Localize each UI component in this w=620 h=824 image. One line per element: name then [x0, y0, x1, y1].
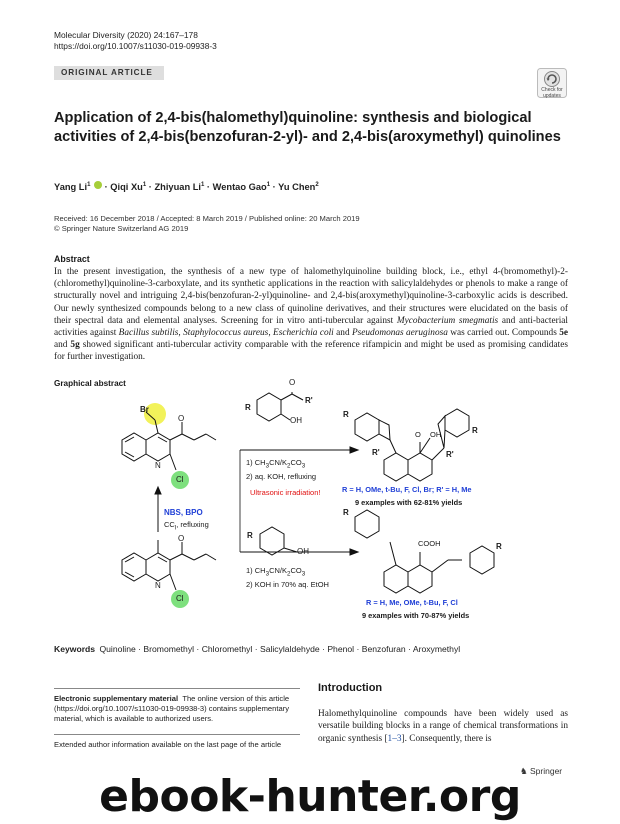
nbs-reagent	[164, 508, 203, 517]
abstract-segment: showed significant anti-tubercular activity comparable with the reference rifampicin and might be used as promising candidates for further investigation.	[54, 340, 569, 363]
abstract-species: Escherichia coli	[273, 328, 334, 339]
top-condition-1	[246, 458, 305, 470]
keywords	[54, 644, 574, 654]
watermark: ebook-hunter.org	[99, 771, 521, 822]
abstract-segment: was carried out. Compounds	[447, 328, 560, 339]
atom-oh-acid: OH	[430, 430, 442, 439]
footnote-divider-2	[54, 734, 300, 735]
nbs-solvent	[164, 520, 209, 532]
product2-quinoline-benzo	[384, 565, 408, 593]
keyword-item: Salicylaldehyde	[259, 644, 320, 654]
abstract-segment: ,	[178, 328, 184, 339]
aroxy-left-ring	[355, 510, 379, 538]
top-condition-2: 2) aq. KOH, refluxing	[246, 472, 317, 481]
keyword-item: Quinoline	[99, 644, 136, 654]
author-name[interactable]: Wentao Gao	[212, 182, 267, 192]
author-name[interactable]: Qiqi Xu	[110, 182, 143, 192]
keyword-separator: ·	[194, 644, 202, 654]
keyword-item: Chloromethyl	[201, 644, 253, 654]
abstract-segment: ,	[268, 328, 274, 339]
dates-line: Received: 16 December 2018 / Accepted: 8 March 2019 / Published online: 20 March 2019	[54, 214, 360, 223]
check-for-updates-caption	[532, 87, 572, 99]
salicylaldehyde-ring	[257, 393, 281, 421]
benzofuran-right-ring	[445, 409, 469, 437]
orcid-icon[interactable]	[94, 181, 102, 189]
group-rprime-product-2: R'	[446, 450, 454, 459]
cond-part: 1) CH	[246, 566, 266, 575]
solvent-suffix: , refluxing	[176, 520, 209, 529]
esm-label: Electronic supplementary material	[54, 694, 179, 703]
abstract-species: Pseudomonas aeruginosa	[351, 328, 448, 339]
atom-br: Br	[140, 405, 149, 414]
compound-label: 5e	[559, 328, 568, 339]
group-r-2: R	[247, 531, 253, 540]
badge-line-1: Check for	[541, 87, 563, 93]
citation-link[interactable]: 1–3	[387, 733, 402, 744]
atom-n-2: N	[155, 581, 161, 590]
solvent-text: CC	[164, 520, 175, 529]
cond-part: CO	[290, 458, 302, 467]
bottom-yield: 9 examples with 70-87% yields	[362, 611, 470, 620]
atom-cl-2: Cl	[176, 594, 184, 603]
author-affiliation: 1	[266, 181, 271, 188]
cooh-label: COOH	[418, 539, 441, 548]
introduction-text	[318, 708, 568, 745]
keyword-separator: ·	[354, 644, 362, 654]
group-r-product: R	[343, 410, 349, 419]
author-name[interactable]: Yang Li	[54, 182, 88, 192]
group-r: R	[245, 403, 251, 412]
abstract-text	[54, 266, 568, 364]
atom-o-aldehyde: O	[289, 378, 296, 387]
product-quinoline-pyridine	[408, 453, 432, 481]
keyword-item: Phenol	[327, 644, 355, 654]
atom-o-2: O	[178, 534, 185, 543]
cond-sub: 3	[301, 462, 306, 470]
author-separator: ·	[206, 182, 211, 192]
group-r-product2-2: R	[496, 542, 502, 551]
springer-horse-icon: ♞	[520, 766, 528, 776]
abstract-species: Bacillus subtilis	[118, 328, 179, 339]
abstract-segment: In the present investigation, the synthesis of a new type of halomethylquinoline building block, i.e., ethyl 4-(bromomethyl)-2-(chloromethyl)quinoline-3-carboxylate, and its synthetic applications in the reaction with salicylaldehydes or phenols to make a range of structurally novel and intriguing 2,4-bis(benzofuran-2-yl)quinoline- and 2,4-bis(aroxymethyl)quinoline-3-carboxylic acids is described. Our newly synthesized compounds belong to a new class of quinoline derivatives, and their structures were elucidated on the basis of their spectral data and elemental analyses. Screening for in vitro anti-tubercular against	[54, 267, 568, 326]
author-affiliation: 2	[315, 181, 319, 188]
author-name[interactable]: Yu Chen	[278, 182, 316, 192]
cond-part: CN/K	[269, 458, 287, 467]
group-rprime-product: R'	[372, 448, 380, 457]
keyword-separator: ·	[252, 644, 260, 654]
compound-label: 5g	[70, 340, 80, 351]
cond-sub: 2	[287, 570, 291, 578]
aroxy-right-ring	[470, 546, 494, 574]
publication-dates	[54, 214, 360, 234]
keywords-label: Keywords	[54, 644, 96, 654]
article-title: Application of 2,4-bis(halomethyl)quinoline: synthesis and biological activities of 2,4-bis(benzofuran-2-yl)- and 2,4-bis(aroxymethyl) quinolines	[54, 110, 561, 145]
group-rprime: R'	[305, 396, 313, 405]
esm-footnote	[54, 694, 300, 724]
copyright-line: © Springer Nature Switzerland AG 2019	[54, 224, 189, 233]
group-r-product-2: R	[472, 426, 478, 435]
abstract-heading: Abstract	[54, 254, 90, 264]
author-separator: ·	[104, 182, 108, 192]
scheme-drawing	[100, 392, 520, 632]
cond-part: 1) CH	[246, 458, 266, 467]
top-yield: 9 examples with 62-81% yields	[355, 498, 463, 507]
journal-info	[54, 30, 217, 52]
atom-n: N	[155, 461, 161, 470]
keyword-separator: ·	[135, 644, 144, 654]
badge-line-2: updates	[543, 93, 561, 99]
introduction-heading: Introduction	[318, 682, 383, 694]
cond-sub: 3	[265, 570, 270, 578]
author-name[interactable]: Zhiyuan Li	[154, 182, 201, 192]
intro-segment: Halomethylquinoline compounds have been widely used as versatile building blocks in a range of chemical transformations in organic synthesis [	[318, 709, 568, 744]
author-affiliation: 1	[200, 181, 205, 188]
atom-o: O	[178, 414, 185, 423]
abstract-species: Mycobacterium smegmatis	[396, 315, 499, 326]
keyword-list	[99, 644, 460, 654]
top-scope: R = H, OMe, t-Bu, F, Cl, Br; R' = H, Me	[342, 485, 472, 494]
journal-doi[interactable]: https://doi.org/10.1007/s11030-019-09938-3	[54, 41, 217, 51]
keyword-item: Bromomethyl	[143, 644, 195, 654]
abstract-segment: and	[333, 328, 352, 339]
abstract-segment: and	[54, 340, 71, 351]
nbs-text: NBS, BPO	[164, 508, 203, 517]
esm-text[interactable]: The online version of this article (https://doi.org/10.1007/s11030-019-09938-3) contains supplementary material, which is available to authorized users.	[54, 694, 290, 723]
author-affiliation: 1	[142, 181, 147, 188]
cond-sub: 3	[265, 462, 270, 470]
bottom-condition-2: 2) KOH in 70% aq. EtOH	[246, 580, 329, 589]
cond-sub: 2	[287, 462, 291, 470]
graphical-abstract-heading: Graphical abstract	[54, 379, 126, 388]
keyword-separator: ·	[319, 644, 328, 654]
solvent-sub: l	[174, 524, 177, 532]
author-separator: ·	[148, 182, 152, 192]
extended-author-footnote: Extended author information available on the last page of the article	[54, 740, 282, 749]
footnote-divider	[54, 688, 300, 689]
atom-o-acid: O	[415, 430, 421, 439]
atom-oh-2: OH	[297, 547, 309, 556]
atom-oh: OH	[290, 416, 302, 425]
atom-cl: Cl	[176, 475, 184, 484]
keyword-separator: ·	[405, 644, 413, 654]
phenol-ring	[260, 527, 284, 555]
journal-citation: Molecular Diversity (2020) 24:167–178	[54, 30, 198, 40]
product2-quinoline-pyridine	[408, 565, 432, 593]
author-separator: ·	[272, 182, 276, 192]
keyword-item: Aroxymethyl	[412, 644, 461, 654]
benzofuran-left-ring	[355, 413, 379, 441]
product-quinoline-benzo	[384, 453, 408, 481]
group-r-product2: R	[343, 508, 349, 517]
keyword-item: Benzofuran	[361, 644, 406, 654]
cond-sub: 3	[301, 570, 306, 578]
intro-segment: ]. Consequently, there is	[401, 733, 492, 744]
cond-part: CN/K	[269, 566, 287, 575]
author-affiliation: 1	[87, 181, 91, 188]
reaction-scheme	[100, 378, 520, 632]
abstract-species: Staphylococcus aureus	[183, 328, 269, 339]
section-tag: ORIGINAL ARTICLE	[54, 66, 164, 80]
cond-part: CO	[290, 566, 302, 575]
author-list	[54, 181, 319, 192]
bottom-scope: R = H, Me, OMe, t-Bu, F, Cl	[366, 598, 458, 607]
top-condition-3: Ultrasonic irradiation!	[250, 488, 321, 497]
publisher-name: Springer	[530, 766, 563, 776]
bottom-condition-1	[246, 566, 305, 578]
abstract-segment: and anti-bacterial activities against	[54, 315, 569, 339]
